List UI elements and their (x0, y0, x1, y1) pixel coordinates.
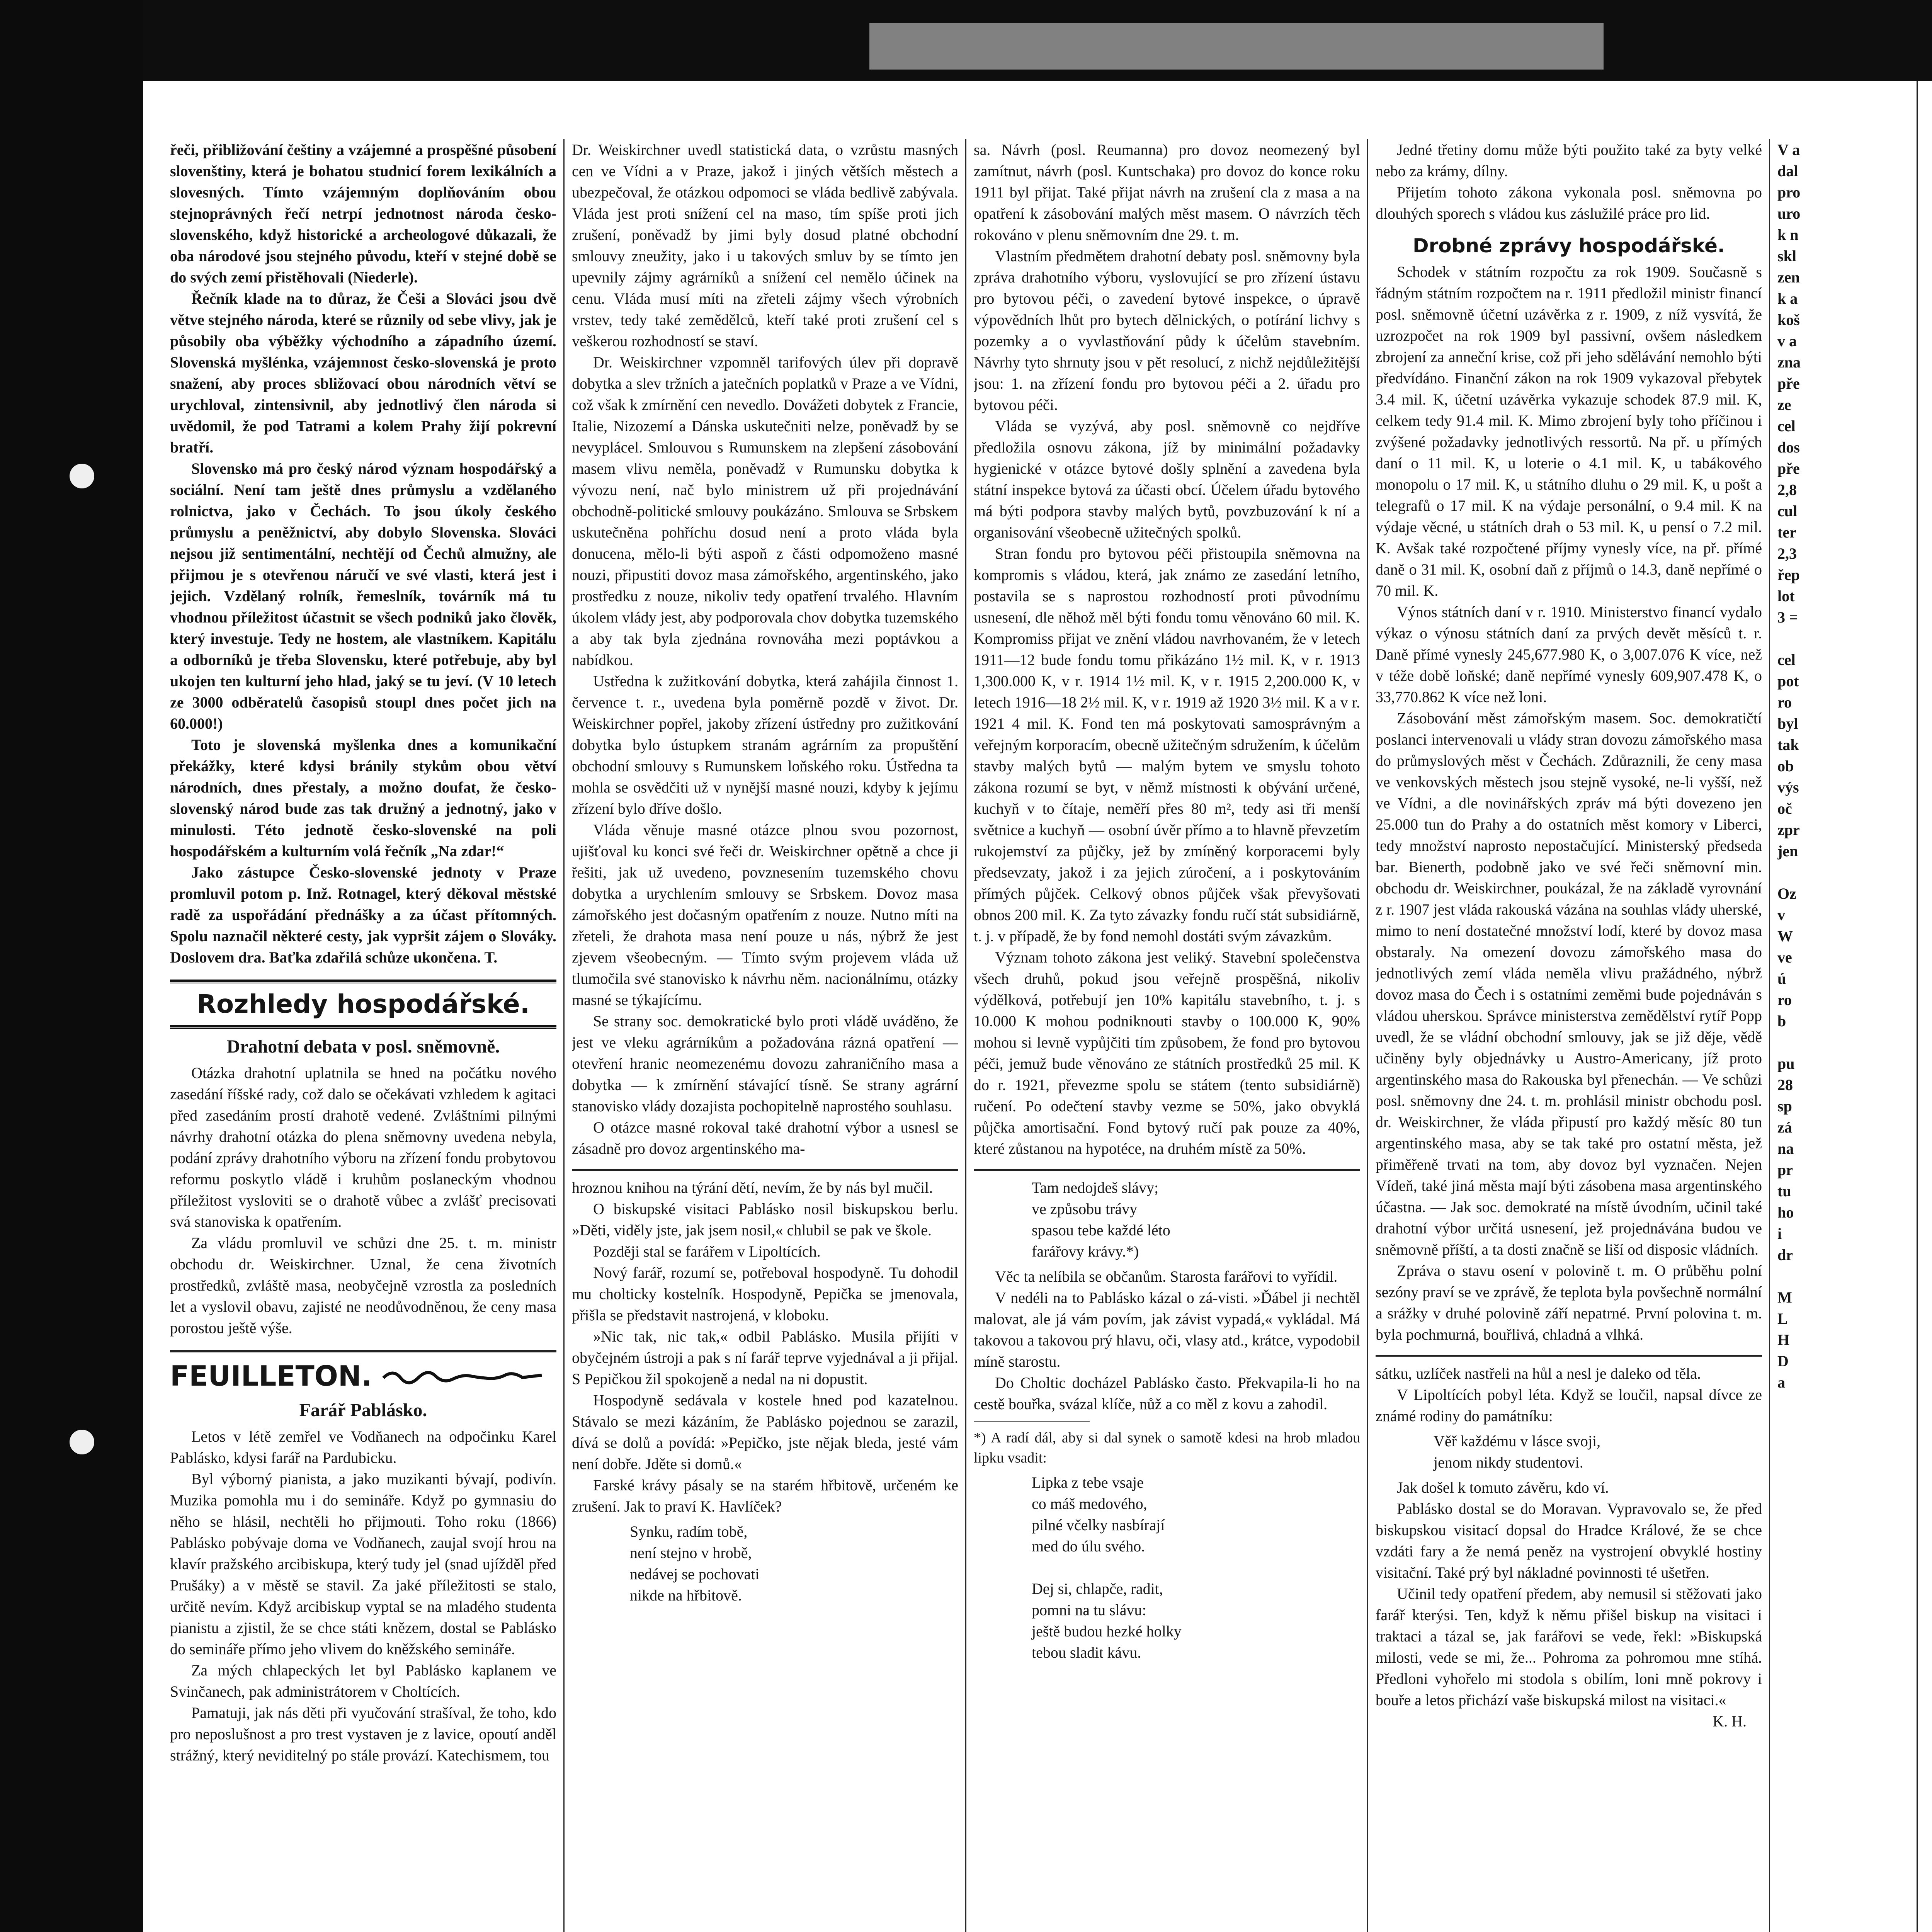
cropped-text-fragment: i (1777, 1225, 1782, 1242)
cropped-text-fragment: 2,3 (1777, 545, 1797, 562)
story-paragraph: sátku, uzlíček nastřeli na hůl a nesl je daleko od těla. (1376, 1365, 1701, 1382)
story-paragraph: Letos v létě zemřel ve Vodňanech na odpočinku Karel Pablásko, kdysi farář na Pardubicku. (170, 1428, 556, 1466)
scan-right-edge (1917, 81, 1932, 1932)
cropped-text-fragment: na (1777, 1140, 1794, 1157)
poem-line: Věř každému v lásce svoji, (1434, 1432, 1601, 1450)
cropped-text-fragment: Oz (1777, 885, 1796, 902)
scan-noise-strip (869, 23, 1604, 70)
divider (1376, 1355, 1762, 1357)
section-rule (170, 1025, 556, 1029)
cropped-text-fragment: koš (1777, 311, 1800, 328)
story-paragraph: Pablásko dostal se do Moravan. Vypravovalo se, že před biskupskou visitací dopsal do Hradce Králové, že se chce vzdáti fary a že nemá peněz na vystrojení obvyklé hostiny visitační. Také prý byl nákladné povinnosti té ušetřen. (1376, 1500, 1762, 1581)
cropped-text-fragment: L (1777, 1310, 1788, 1327)
poem-line: ještě budou hezké holky (1032, 1622, 1182, 1640)
column-3 (974, 139, 1360, 1667)
cropped-text-fragment: k n (1777, 226, 1799, 243)
story-paragraph: Hospodyně sedávala v kostele hned pod kazatelnou. Stávalo se mezi kázáním, že Pablásko pojednou se zarazil, dívá se dolů a povídá: »Pepičko, jste nějak bleda, jesté vám není dobře. Jděte si domů.« (572, 1391, 958, 1473)
scan-left-border (0, 0, 143, 1932)
cropped-text-fragment: ro (1777, 991, 1792, 1009)
poem-line: Lipka z tebe vsaje (1032, 1474, 1144, 1491)
cropped-text-fragment: tu (1777, 1182, 1791, 1200)
cropped-text-fragment: H (1777, 1331, 1790, 1349)
punch-hole (70, 464, 94, 488)
cropped-text-fragment: zna (1777, 354, 1801, 371)
cropped-text-fragment: k a (1777, 290, 1798, 307)
article-paragraph: řeči, přibližování češtiny a vzájemné a prospěšné působení slovenštiny, která je bohatou studnicí forem lexikálních a slovesných. Tímto vzájemným doplňováním obou stejnoprávných řečí netrpí jednotnost národa česko-slovenského, když historické a archeologové důkazali, že oba národové jsou stejného původu, kteří v stejné době se do svých zemí přistěhovali (Niederle). (170, 141, 556, 286)
cropped-text-fragment: V a (1777, 141, 1800, 158)
cropped-text-fragment: uro (1777, 205, 1801, 222)
footnote: *) A radí dál, aby si dal synek o samotě kdesi na hrob mladou lipku vsadit: (974, 1430, 1360, 1466)
poem-line: ve způsobu trávy (1032, 1200, 1138, 1218)
poem-line: není stejno v hrobě, (630, 1544, 752, 1561)
cropped-text-fragment (1777, 628, 1917, 649)
cropped-text-fragment: oč (1777, 800, 1792, 817)
story-paragraph: Farské krávy pásaly se na starém hřbitově, určeném ke zrušení. Jak to praví K. Havlíček? (572, 1476, 958, 1515)
cropped-text-fragment: zen (1777, 269, 1800, 286)
cropped-text-fragment: sp (1777, 1097, 1792, 1115)
poem-line: Tam nedojdeš slávy; (1032, 1179, 1159, 1196)
column-rule (1367, 139, 1368, 1932)
article-paragraph: O otázce masné rokoval také drahotní výbor a usnesl se zásadně pro dovoz argentinského ma- (572, 1119, 958, 1157)
cropped-text-fragment: řep (1777, 566, 1800, 583)
cropped-text-fragment: jen (1777, 842, 1798, 860)
article-paragraph: Vláda věnuje masné otázce plnou svou pozornost, ujišťoval ku konci své řeči dr. Weiskirchner opětně a chce ji řešiti, jak už uvedeno, povznesením tuzemského chovu dobytka a urychlením smlouvy se Srbskem. Dovoz masa zámořského jest dočasným opatřením z nouze. Nutno míti na zřeteli, že drahota masa není pouze u nás, nýbrž že jest zjevem všeobecným. — Tímto svým projevem vláda už tlumočila své stanovisko k návrhu něm. nacionálnímu, otázky masné se týkajícímu. (572, 821, 958, 1009)
cropped-text-fragment: ve (1777, 949, 1792, 966)
section-title-economics: Rozhledy hospodářské. (197, 989, 530, 1019)
story-paragraph: O biskupské visitaci Pablásko nosil biskupskou berlu. »Děti, viděly jste, jak jsem nosil,« chlubil se pak ve škole. (572, 1200, 958, 1239)
poem-line: Synku, radím tobě, (630, 1523, 748, 1540)
story-paragraph: »Nic tak, nic tak,« odbil Pablásko. Musila přijíti v obyčejném ústroji a pak s ní farář teprve vyjednával a ji přijal. S Pepičkou žil spokojeně a nedal na ni dopustit. (572, 1328, 958, 1388)
news-item: Schodek v státním rozpočtu za rok 1909. Současně s řádným státním rozpočtem na r. 1911 předložil ministr financí posl. sněmovně účetní uzávěrka z r. 1909, z níž vysvítá, že uzrozpočet na rok 1909 byl passivní, ovšem následkem zbrojení za anneční krise, což při jeho sdělávání nemohlo býti předvídáno. Finanční zákon na rok 1909 vykazoval přebytek 3.4 mil. K, účetní uzávěrka vykazuje schodek 87.9 mil. K, celkem tedy 91.4 mil. K. Mimo zbrojení byly toho příčinou i zvýšené požadavky jednotlivých ressortů. Na př. u přímých daní o 11 mil. K, u loterie o 4.1 mil. K, u tabákového monopolu o 17 mil. K, u státního dluhu o 29 mil. K, u pošt a telegrafů o 17 mil. K na výdaje personální, o 9.4 mil. K na výdaje věcné, u státních drah o 53 mil. K, u pensí o 7.2 mil. K. Avšak také rozpočtené příjmy vynesly více, na př. přímé daně o 31 mil. K, osobní daň z příjmů o 14.3, daně nepřímé o 70 mil. K. (1376, 263, 1762, 599)
story-paragraph: Později stal se farářem v Lipoltících. (593, 1243, 821, 1260)
poem-line: Dej si, chlapče, radit, (1032, 1580, 1163, 1597)
news-item: Zásobování měst zámořským masem. Soc. demokratičtí poslanci intervenovali u vlády stran dovozu zámořského masa do průmyslových měst v Čechách. Zdůraznili, že ceny masa ve venkovských městech jsou stejně vysoké, ne-li vyšší, než ve Vídni, a dle novinářských zpráv má býti dovezeno jen 25.000 tun do Prahy a do ostatních měst komory v Liberci, tedy množství naprosto nepostačující. Ministerský předseda bar. Bienerth, podobně jako ve své řeči sněmovní min. obchodu dr. Weiskirchner, poukázal, že na základě vyrovnání z r. 1907 jest vláda rakouská vázána na souhlas vlády uherské, mimo to není dostatečné množství lodí, které by dovoz masa obstaraly. Na omezení dovozu zámořského masa do jednotlivých zemí vláda neměla vlivu pražádného, nýbrž dovoz masa do Čech i s ostatními zeměmi bude pojednáván s vládou uherskou. Správce ministerstva zemědělství rytíř Popp uvedl, že se vládní obchodní smlouvy, jak se již děje, vědě učiněny byly objednávky u Austro-Americany, jíž proto argentinského masa do Rakouska byl přenechán. — Ve schůzi posl. sněmovny dne 24. t. m. prohlásil ministr obchodu posl. dr. Weiskirchner, že vláda připustí pro každý měsíc 80 tun argentinského masa, aby se tak také pro ostatní města, jež přiměřeně trvati na tom, aby dovoz byl vyznačen. Nejen Vídeň, také jiná města mají býti zásobena masa argentinského účastna. — Jak soc. demokraté na místě úvodním, učinil také drahotní výbor určitá usnesení, jež projednávána budou ve sněmovně příští, a ta dosti značně se liší od disposic vládních. (1376, 709, 1762, 1258)
cropped-text-fragment: lot (1777, 587, 1795, 605)
poem (974, 1177, 1360, 1262)
cropped-text-fragment: W (1777, 927, 1793, 945)
poem-line: spasou tebe každé léto (1032, 1221, 1170, 1239)
cropped-text-fragment: pro (1777, 184, 1801, 201)
cropped-text-fragment: ter (1777, 524, 1796, 541)
story-paragraph: Jak došel k tomuto závěru, kdo ví. (1397, 1479, 1609, 1496)
article-title: Drahotní debata v posl. sněmovně. (226, 1036, 500, 1057)
cropped-text-fragment: 28 (1777, 1076, 1793, 1094)
poem-line: farářovy krávy.*) (1032, 1243, 1139, 1260)
cropped-text-fragment (1777, 1265, 1917, 1287)
cropped-text-fragment: pot (1777, 672, 1799, 690)
article-paragraph: sa. Návrh (posl. Reumanna) pro dovoz neomezený byl zamítnut, návrh (posl. Kuntschaka) pro dovoz do konce roku 1911 byl přijat. Také přijat návrh na zrušení cla z masa a na opatření k zásobování malých měst masem. O návrzích těch rokováno v plenu sněmovním dne 29. t. m. (974, 141, 1360, 243)
cropped-text-fragment: M (1777, 1289, 1792, 1306)
poem-line: pilné včelky nasbírají (1032, 1516, 1165, 1534)
cropped-text-fragment: v (1777, 906, 1785, 923)
cropped-text-fragment: skl (1777, 247, 1796, 265)
divider (572, 1169, 958, 1171)
column-rule (563, 139, 565, 1932)
footnote-divider (974, 1421, 1090, 1422)
feuilleton-label: FEUILLETON. (170, 1360, 372, 1392)
story-paragraph: hroznou knihou na týrání dětí, nevím, že by nás byl mučil. (572, 1179, 933, 1196)
column-4 (1376, 139, 1762, 1732)
story-paragraph: Učinil tedy opatření předem, aby nemusil si stěžovati jako farář kterýsi. Ten, když k němu přišel biskup na visitaci i traktaci a tázal se, jak farářovi se vede, řekl: »Biskupská milosti, vede se mi, že... Pohroma za pohromou mne stíhá. Předloni vyhořelo mi stodola s obilím, loni mně pokrovy i bouře a letos přichází vaše biskupská milost na visitaci.« (1376, 1585, 1762, 1709)
column-1 (170, 139, 556, 1766)
article-paragraph: Za vládu promluvil ve schůzi dne 25. t. m. ministr obchodu dr. Weiskirchner. Uznal, že cena životních prostředků, zvláště masa, neobyčejně vzrostla za posledních let a vyslovil obavu, zajisté ne neodůvodněnou, že ceny masa porostou ještě výše. (170, 1234, 556, 1337)
flourish-icon (381, 1364, 544, 1388)
article-paragraph: Význam tohoto zákona jest veliký. Stavební společenstva všech druhů, pokud jsou veřejně prospěšná, nikoliv výdělková, potřebují jen 10% kapitálu stavebního, t. j. s 10.000 K mohou podniknouti stavby o 100.000 K, 90% mohou si levně vypůjčiti tím způsobem, že fond pro bytovou péči, jemuž bude věnováno ze státních prostředků 25 mil. K do r. 1921, převezme spolu se státem (tento subsidiárně) ručení. Po odečtení stavby vezme se 50%, jako obvyklá půjčka amortisační. Fond bytový ručí pak pouze za 40%, které zůstanou na hypotéce, na druhém místě za 50%. (974, 949, 1360, 1157)
story-paragraph: V nedéli na to Pablásko kázal o zá-visti. »Ďábel ji nechtěl malovat, ale já vám povím, jak závist vypadá,« vykládal. Má takovou a takovou prý hlavu, oči, vlasy atd., krátce, vypodobil míně starostu. (974, 1289, 1360, 1370)
punch-hole (70, 1430, 94, 1454)
cropped-text-fragment: v a (1777, 332, 1797, 350)
article-paragraph: Jedné třetiny domu může býti použito také za byty velké nebo za krámy, dílny. (1376, 141, 1762, 180)
cropped-text-fragment: ze (1777, 396, 1791, 413)
column-5-cropped (1777, 139, 1917, 1393)
column-2 (572, 139, 958, 1610)
cropped-text-fragment: ro (1777, 694, 1792, 711)
cropped-text-fragment: ob (1777, 757, 1794, 775)
poem-line: nedávej se pochovati (630, 1565, 760, 1583)
cropped-text-fragment: ú (1777, 970, 1786, 987)
cropped-text-fragment: tak (1777, 736, 1799, 753)
poem-line: nikde na hřbitově. (630, 1587, 742, 1604)
poem-line: tebou sladit kávu. (1032, 1644, 1141, 1661)
cropped-text-fragment (1777, 862, 1917, 883)
article-paragraph: Vláda se vyzývá, aby posl. sněmovně co nejdříve předložila osnovu zákona, jíž by minimální požadavky hygienické v otázce bytové došly splnění a zavedena byla státní inspekce bytová za účasti obcí. Účelem úřadu bytového má býti podpora stavby malých bytů, povzbuzování k ní a organisování všeobecně užitečných spolků. (974, 417, 1360, 541)
poem (572, 1521, 958, 1606)
article-paragraph: Přijetím tohoto zákona vykonala posl. sněmovna po dlouhých sporech s vládou kus záslužilé práce pro lid. (1376, 184, 1762, 222)
cropped-text-fragment: dos (1777, 439, 1800, 456)
feuilleton-header (170, 1359, 556, 1393)
cropped-text-fragment: pře (1777, 375, 1800, 392)
story-paragraph: Nový farář, rozumí se, potřeboval hospodyně. Tu dohodil mu cholticky kostelník. Hospodyně, Pepička se jmenovala, přišla se představit nastrojená, v kloboku. (572, 1264, 958, 1324)
newspaper-page (170, 139, 1917, 1932)
article-paragraph: Slovensko má pro český národ význam hospodářský a sociální. Není tam ještě dnes průmyslu a vzdělaného rolnictva, jako v Čechách. To jsou úkoly českého průmyslu a peněžnictví, aby dobylo Slovenska. Slováci nejsou již sentimentální, nechtějí od Čechů almužny, ale přijmou je s otevřenou náručí ve své vlasti, která jest i jejich. Vzdělaný rolník, řemeslník, továrník má tu vhodnou příležitost účastnit se všech podniků jako člověk, který investuje. Tedy ne hostem, ale vlastníkem. Kapitálu a odborníků je třeba Slovensku, které potřebuje, aby byl ukojen ten kulturní jeho hlad, jaký se tu jeví. (V 10 letech ze 3000 odběratelů časopisů stoupl dnes počet jich na 60.000!) (170, 460, 556, 732)
poem-line: med do úlu svého. (1032, 1537, 1145, 1555)
article-paragraph: Dr. Weiskirchner uvedl statistická data, o vzrůstu masných cen ve Vídni a v Praze, jakož i jiných větších městech a ubezpečoval, že otázkou odpomoci se vláda bedlivě zabývala. Vláda jest proti snížení cel na maso, tím spíše proti jich zrušení, poněvadž by jimi byly dosud platné obchodní smlouvy zneužity, jako i u takových smluv by se tímto jen upevnily zájmy agrárníků a snížení cel nemělo účinek na cenu. Vláda musí míti na zřeteli zájmy všech výrobních vrstev, tedy také zemědělců, kteří také proti zrušení cel s veškerou rozhodností se staví. (572, 141, 958, 350)
poem-line: co máš medového, (1032, 1495, 1147, 1512)
article-paragraph: Řečník klade na to důraz, že Češi a Slováci jsou dvě větve stejného národa, které se různily od sebe vlivy, jak je působily oba výběžky východního a západního území. Slovenská myšlénka, vzájemnost česko-slovenská je proto snažení, aby proces sbližovací obou národních větví se urychloval, zintensivnil, aby jednotlivý člen národa si uvědomil, že pod Tatrami a kolem Prahy žijí pokrevní bratří. (170, 290, 556, 456)
news-item: Výnos státních daní v r. 1910. Ministerstvo financí vydalo výkaz o výnosu státních daní za prvých devět měsíců t. r. Daně přímé vynesly 245,677.980 K, o 3,007.076 K více, než v téže době loňské; daně nepřímé vynesly 609,907.478 K, o 33,770.862 K více než loni. (1376, 603, 1762, 706)
article-paragraph: Se strany soc. demokratické bylo proti vládě uváděno, že jest ve vleku agrárníkům a požadována rázná opatření — otevření hranic neomezenému dovozu zahraničního masa a dobytka — k zmírnění stávající tísně. Se strany agrární stanovisko vlády dozajista pochopitelně naprostého souhlasu. (572, 1012, 958, 1115)
cropped-text-fragment: výs (1777, 779, 1799, 796)
author-signature: K. H. (1713, 1713, 1747, 1730)
story-paragraph: Do Choltic docházel Pablásko často. Překvapila-li ho na cestě bouřka, svázal klíče, nůž a co měl z kovu a zahodil. (974, 1374, 1360, 1413)
story-paragraph: Byl výborný pianista, a jako muzikanti bývají, podivín. Muzika pomohla mu i do semináře. Když po gymnasiu do něho se hlásil, nechtěli ho přijmouti. Toho roku (1866) Pablásko pobývaje doma ve Vodňanech, zaujal svojí hrou na klavír pražského arcibiskupa, který tudy jel (snad ujížděl před Prušáky) a v městě se stavil. Za jaké příležitosti se stalo, určitě nevím. Když arcibiskup vyptal se na mladého studenta pianistu a zjistil, že se chce státi knězem, dostal se Pablásko do semináře přímo jeho vlivem do kněžského semináře. (170, 1470, 556, 1658)
cropped-text-fragment: zá (1777, 1119, 1792, 1136)
cropped-text-fragment (1777, 1032, 1917, 1053)
article-paragraph: Dr. Weiskirchner vzpomněl tarifových úlev při dopravě dobytka a slev tržních a jatečních poplatků v Praze a ve Vídni, což však k zmírnění cen nevedlo. Dovážeti dobytek z Francie, Italie, Nizozemí a Dánska uskutečniti nelze, poněvadž by se nevyplácel. Smlouvou s Rumunskem na zlepšení zásobování masem vlivu neměla, poněvadž v Rumunsku dobytka k vývozu není, nač bylo ministrem už při projednávání obchodně-politické smlouvy poukázáno. Smlouva se Srbskem uskutečněna pohříchu dosud není a proto vláda byla donucena, mělo-li býti aspoň z části odpomoženo masné nouzi, připustiti dovoz masa zámořského, argentinského, jako prostředku z nouze, nikoliv tedy opatření trvalého. Hlavním úkolem vlády jest, aby podporovala chov dobytka tuzemského a aby tak byla zjednána rovnováha mezi poptávkou a nabídkou. (572, 354, 958, 668)
news-section-title: Drobné zprávy hospodářské. (1413, 235, 1725, 257)
story-paragraph: Věc ta nelíbila se občanům. Starosta farářovi to vyřídil. (995, 1268, 1338, 1285)
cropped-text-fragment: dal (1777, 162, 1798, 180)
cropped-text-fragment: pře (1777, 460, 1800, 477)
cropped-text-fragment: 2,8 (1777, 481, 1797, 498)
cropped-text-fragment: pr (1777, 1161, 1793, 1179)
cropped-text-fragment: byl (1777, 715, 1798, 732)
column-rule (1769, 139, 1770, 1932)
cropped-text-fragment: D (1777, 1352, 1789, 1370)
poem-line: pomni na tu slávu: (1032, 1601, 1146, 1619)
column-rule (965, 139, 966, 1932)
story-title: Farář Pablásko. (299, 1400, 427, 1420)
cropped-text-fragment: dr (1777, 1246, 1793, 1264)
news-item: Zpráva o stavu osení v polovině t. m. O průběhu polní sezóny praví se ve zprávě, že teplota byla povšechně normální a srážky v druhé polovině září nepatrné. První polovina t. m. byla pochmurná, bouřlivá, chladná a vlhká. (1376, 1262, 1762, 1343)
cropped-text-fragment: cel (1777, 417, 1796, 435)
story-paragraph: Pamatuji, jak nás děti při vyučování strašíval, že toho, kdo pro neposlušnost a pro trest vystaven je z lavice, opoutí anděl strážný, který neviditelný po stále provází. Katechismem, tou (170, 1704, 556, 1764)
cropped-text-fragment: zpr (1777, 821, 1800, 838)
divider (170, 1350, 556, 1352)
cropped-text-fragment: cel (1777, 651, 1796, 668)
story-paragraph: V Lipoltících pobyl léta. Když se loučil, napsal dívce ze známé rodiny do památníku: (1376, 1386, 1762, 1425)
cropped-text-fragment: cul (1777, 502, 1798, 520)
article-paragraph: Otázka drahotní uplatnila se hned na počátku nového zasedání říšské rady, což dalo se očekávati vzhledem k agitaci před zasedáním prostí drahotě vedené. Zvláštními pilnými návrhy drahotní otázka do plena sněmovny uvedena nebyla, podání zprávy drahotního výboru na zřízení fondu probytovou reformu poskytlo vládě i kruhům poslaneckým vhodnou příležitost vysloviti se o drahotě vůbec a zvlášť precisovati svá stanoviska k opatřením. (170, 1064, 556, 1230)
article-paragraph: Vlastním předmětem drahotní debaty posl. sněmovny byla zpráva drahotního výboru, vyslovující se pro zřízení ústavu pro bytovou péči, o zavedení bytové inspekce, o úpravě výpovědních lhůt pro bytech dělnických, o potírání lichvy s pozemky a o vyvlastňování půdy k účelům stavebním. Návrhy tyto shrnuty jsou v pět resolucí, z nichž nejdůležitější jsou: 1. na zřízení fondu pro bytovou péči a 2. úřadu pro bytovou péči. (974, 247, 1360, 413)
article-paragraph: Stran fondu pro bytovou péči přistoupila sněmovna na kompromis s vládou, která, jak známo ze zasedání letního, postavila se s naprostou rozhodností proti původnímu usnesení, dle něhož měl býti fondu tomu věnováno 60 mil. K. Kompromiss přijat ve znění vládou navrhovaném, že v letech 1911—12 bude fondu tomu přikázáno 1½ mil. K, v r. 1913 1,300.000 K, v r. 1914 1½ mil. K, v r. 1915 2,200.000 K, v letech 1916—18 2½ mil. K, v r. 1919 až 1920 3½ mil. K a v r. 1921 4 mil. K. Fond ten má poskytovati samosprávným a veřejným korporacím, obecně užitečným sdružením, k účelům stavby malých bytů — malým bytem ve smyslu tohoto zákona rozumí se byt, v němž místnosti k obývání určené, kuchyň v to čítaje, neměří přes 80 m², tedy asi tři menší světnice a kuchyň — osobní úvěr přímo a to hlavně převzetím rukojemství za půjčky, jež by zmíněný korporacemi byly předsevzaty, jakož i za jejich zúročení, a i poskytováním přímých půjček. Celkový obnos půjček však převyšovati obnos 200 mil. K. Za tyto závazky fondu ručí stát subsidiárně, t. j. v případě, že by fond nemohl dostáti svým závazkům. (974, 545, 1360, 945)
poem (974, 1472, 1360, 1663)
poem (1376, 1430, 1762, 1473)
cropped-text-fragment: a (1777, 1374, 1785, 1391)
poem-line: jenom nikdy studentovi. (1434, 1454, 1583, 1471)
cropped-text-fragment: 3 = (1777, 609, 1798, 626)
cropped-text-fragment: b (1777, 1012, 1786, 1030)
story-paragraph: Za mých chlapeckých let byl Pablásko kaplanem ve Svinčanech, pak administrátorem v Choltících. (170, 1662, 556, 1700)
article-paragraph: Toto je slovenská myšlenka dnes a komunikační překážky, které kdysi bránily stykům obou větví národních, dnes přestaly, a možno doufat, že česko-slovenský národ bude zas tak družný a jednotný, jako v minulosti. Této jednotě česko-slovenské na poli hospodářském a kulturním volá řečník „Na zdar!“ (170, 736, 556, 860)
divider (974, 1169, 1360, 1171)
poem-line (1032, 1557, 1360, 1578)
article-paragraph: Jako zástupce Česko-slovenské jednoty v Praze promluvil potom p. Inž. Rotnagel, který děkoval městské radě za uspořádání přednášky a za účast přítomných. Spolu naznačil některé cesty, jak vypršit zájem o Slováky. Doslovem dra. Baťka zdařilá schůze ukončena. T. (170, 864, 556, 966)
section-rule (170, 980, 556, 983)
article-paragraph: Ustředna k zužitkování dobytka, která zahájila činnost 1. července t. r., uvedena byla poměrně pozdě v život. Dr. Weiskirchner popřel, jakoby zřízení ústředny pro zužitkování dobytka bylo ústupkem stranám agrárním za propuštění obchodní smlouvy s Rumunskem loňského roku. Ústředna ta mohla se osvědčiti už v nynější masné nouzi, kdyby k jejímu zřízení bylo dříve došlo. (572, 672, 958, 817)
cropped-text-fragment: pu (1777, 1055, 1795, 1072)
cropped-text-fragment: ho (1777, 1204, 1794, 1221)
